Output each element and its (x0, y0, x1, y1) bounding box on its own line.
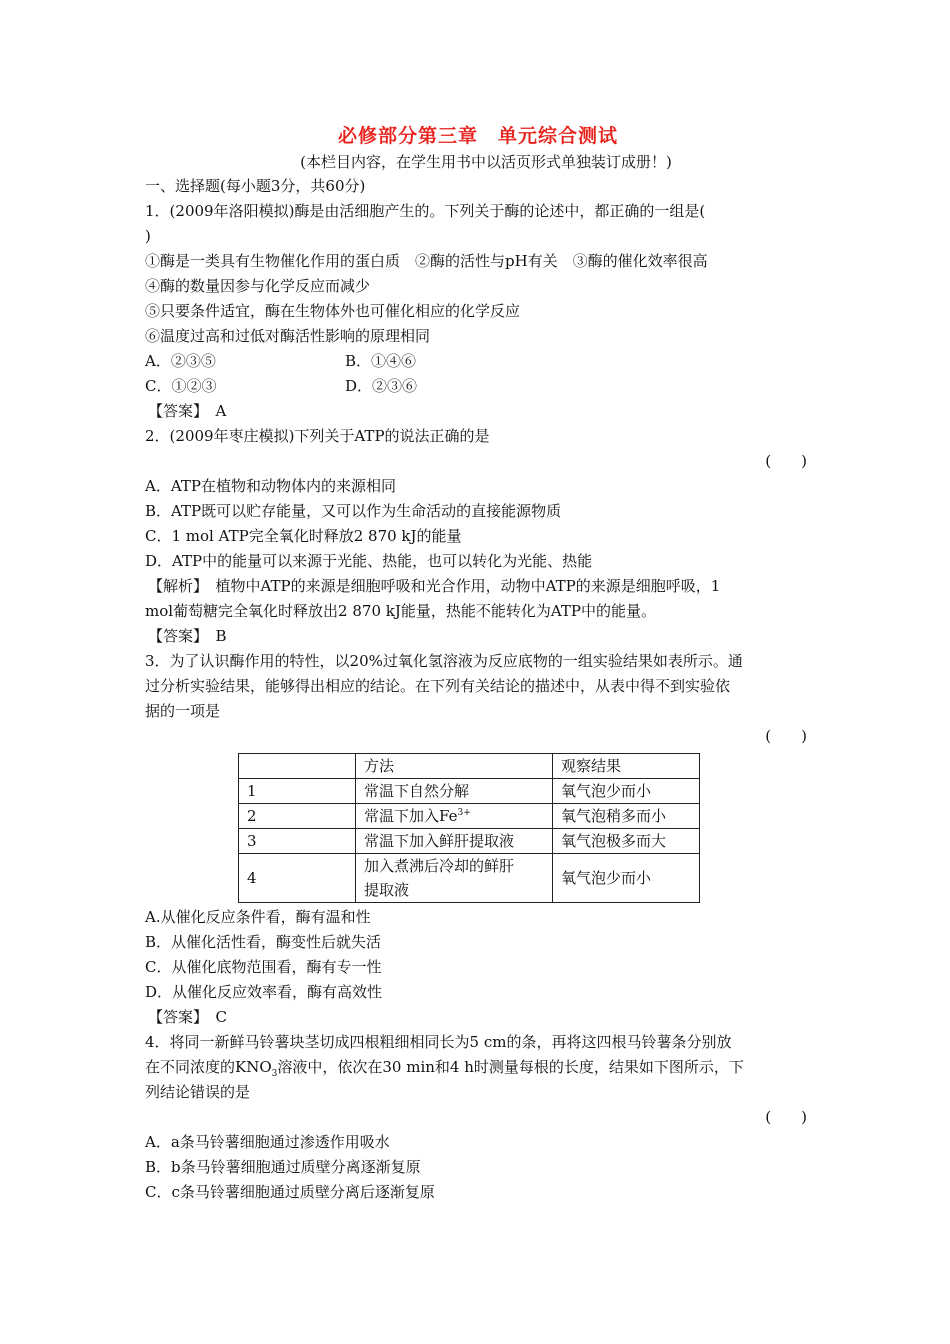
q2-option-d: D．ATP中的能量可以来源于光能、热能，也可以转化为光能、热能 (145, 552, 593, 570)
q1-item-line3: ⑤只要条件适宜，酶在生物体外也可催化相应的化学反应 (145, 302, 521, 320)
q2-analysis-line2: mol葡萄糖完全氧化时释放出2 870 kJ能量，热能不能转化为ATP中的能量。 (145, 602, 656, 620)
table-cell-result: 氧气泡稍多而小 (553, 804, 700, 829)
q1-options-row1 (145, 349, 807, 374)
q1-item-line2: ④酶的数量因参与化学反应而减少 (145, 277, 371, 295)
q2-answer: 【答案】 B (148, 627, 227, 645)
q1-option-c: C．①②③ (145, 377, 217, 395)
table-cell-num: 4 (239, 854, 356, 903)
table-cell-num: 3 (239, 829, 356, 854)
q4-option-a: A．a条马铃薯细胞通过渗透作用吸水 (145, 1133, 390, 1151)
q3-option-d: D．从催化反应效率看，酶有高效性 (145, 983, 383, 1001)
q1-options-row2 (145, 374, 807, 399)
table-header-cell: 观察结果 (553, 754, 700, 779)
q2-option-c: C．1 mol ATP完全氧化时释放2 870 kJ的能量 (145, 527, 462, 545)
q1-option-d: D．②③⑥ (345, 377, 418, 395)
charge-superscript: 3+ (457, 808, 471, 818)
table-cell-num: 1 (239, 779, 356, 804)
q4-answer-bracket: ( ) (765, 1108, 807, 1126)
q1-answer: 【答案】 A (148, 402, 227, 420)
q4-stem-line2 (145, 1055, 807, 1080)
q4-stem-line2-post: 溶液中，依次在30 min和4 h时测量每根的长度，结果如下图所示，下 (277, 1058, 744, 1076)
table-header-cell (239, 754, 356, 779)
table-cell-result: 氧气泡少而小 (553, 854, 700, 903)
table-row (239, 854, 700, 903)
q2-answer-bracket: ( ) (765, 452, 807, 470)
q4-option-c: C．c条马铃薯细胞通过质壁分离后逐渐复原 (145, 1183, 435, 1201)
table-cell-method (356, 854, 553, 903)
q3-stem-line1: 3．为了认识酶作用的特性，以20%过氧化氢溶液为反应底物的一组实验结果如表所示。通 (145, 652, 743, 670)
table-cell-method: 常温下加入鲜肝提取液 (356, 829, 553, 854)
q3-option-c: C．从催化底物范围看，酶有专一性 (145, 958, 382, 976)
experiment-table (238, 753, 700, 903)
question-2 (145, 424, 807, 649)
q1-item-line4: ⑥温度过高和过低对酶活性影响的原理相同 (145, 327, 431, 345)
question-3 (145, 649, 807, 1030)
q3-answer-bracket: ( ) (765, 727, 807, 745)
q3-option-a: A.从催化反应条件看，酶有温和性 (145, 908, 371, 926)
q1-item-line1: ①酶是一类具有生物催化作用的蛋白质 ②酶的活性与pH有关 ③酶的催化效率很高 (145, 252, 708, 270)
q3-answer: 【答案】 C (148, 1008, 227, 1026)
q1-stem-line1: 1．(2009年洛阳模拟)酶是由活细胞产生的。下列关于酶的论述中，都正确的一组是( (145, 202, 706, 220)
table-cell-method: 常温下自然分解 (356, 779, 553, 804)
table-row (239, 779, 700, 804)
q2-analysis-line1: 【解析】 植物中ATP的来源是细胞呼吸和光合作用，动物中ATP的来源是细胞呼吸，1 (148, 577, 721, 595)
page-title: 必修部分第三章 单元综合测试 (337, 125, 618, 147)
q2-stem: 2．(2009年枣庄模拟)下列关于ATP的说法正确的是 (145, 427, 490, 445)
q3-option-b: B．从催化活性看，酶变性后就失活 (145, 933, 382, 951)
method-text-line1: 加入煮沸后冷却的鲜肝 (364, 857, 515, 875)
q4-stem-line1: 4．将同一新鲜马铃薯块茎切成四根粗细相同长为5 cm的条，再将这四根马铃薯条分别放 (145, 1033, 732, 1051)
q1-option-b: B．①④⑥ (345, 352, 417, 370)
q4-stem-line2-pre: 在不同浓度的KNO (145, 1058, 272, 1076)
question-4 (145, 1030, 807, 1205)
method-text: 常温下加入Fe (364, 807, 458, 825)
page-subtitle: (本栏目内容，在学生用书中以活页形式单独装订成册！) (300, 153, 672, 171)
q3-stem-line3: 据的一项是 (145, 702, 221, 720)
formula-subscript: 3 (271, 1069, 278, 1079)
table-cell-result: 氧气泡极多而大 (553, 829, 700, 854)
method-text-line2: 提取液 (364, 881, 410, 899)
document-page (145, 122, 807, 1205)
table-cell-method (356, 804, 553, 829)
q1-stem-line2: ) (145, 227, 151, 245)
q2-option-b: B．ATP既可以贮存能量，又可以作为生命活动的直接能源物质 (145, 502, 562, 520)
q4-stem-line3: 列结论错误的是 (145, 1083, 251, 1101)
table-header-cell: 方法 (356, 754, 553, 779)
q1-option-a: A．②③⑤ (145, 352, 216, 370)
table-cell-num: 2 (239, 804, 356, 829)
q3-stem-line2: 过分析实验结果，能够得出相应的结论。在下列有关结论的描述中，从表中得不到实验依 (145, 677, 731, 695)
q4-option-b: B．b条马铃薯细胞通过质壁分离逐渐复原 (145, 1158, 421, 1176)
table-header-row (239, 754, 700, 779)
question-1 (145, 199, 807, 424)
section-header: 一、选择题(每小题3分，共60分) (145, 177, 366, 195)
table-cell-result: 氧气泡少而小 (553, 779, 700, 804)
table-row (239, 804, 700, 829)
q2-option-a: A．ATP在植物和动物体内的来源相同 (145, 477, 396, 495)
table-row (239, 829, 700, 854)
